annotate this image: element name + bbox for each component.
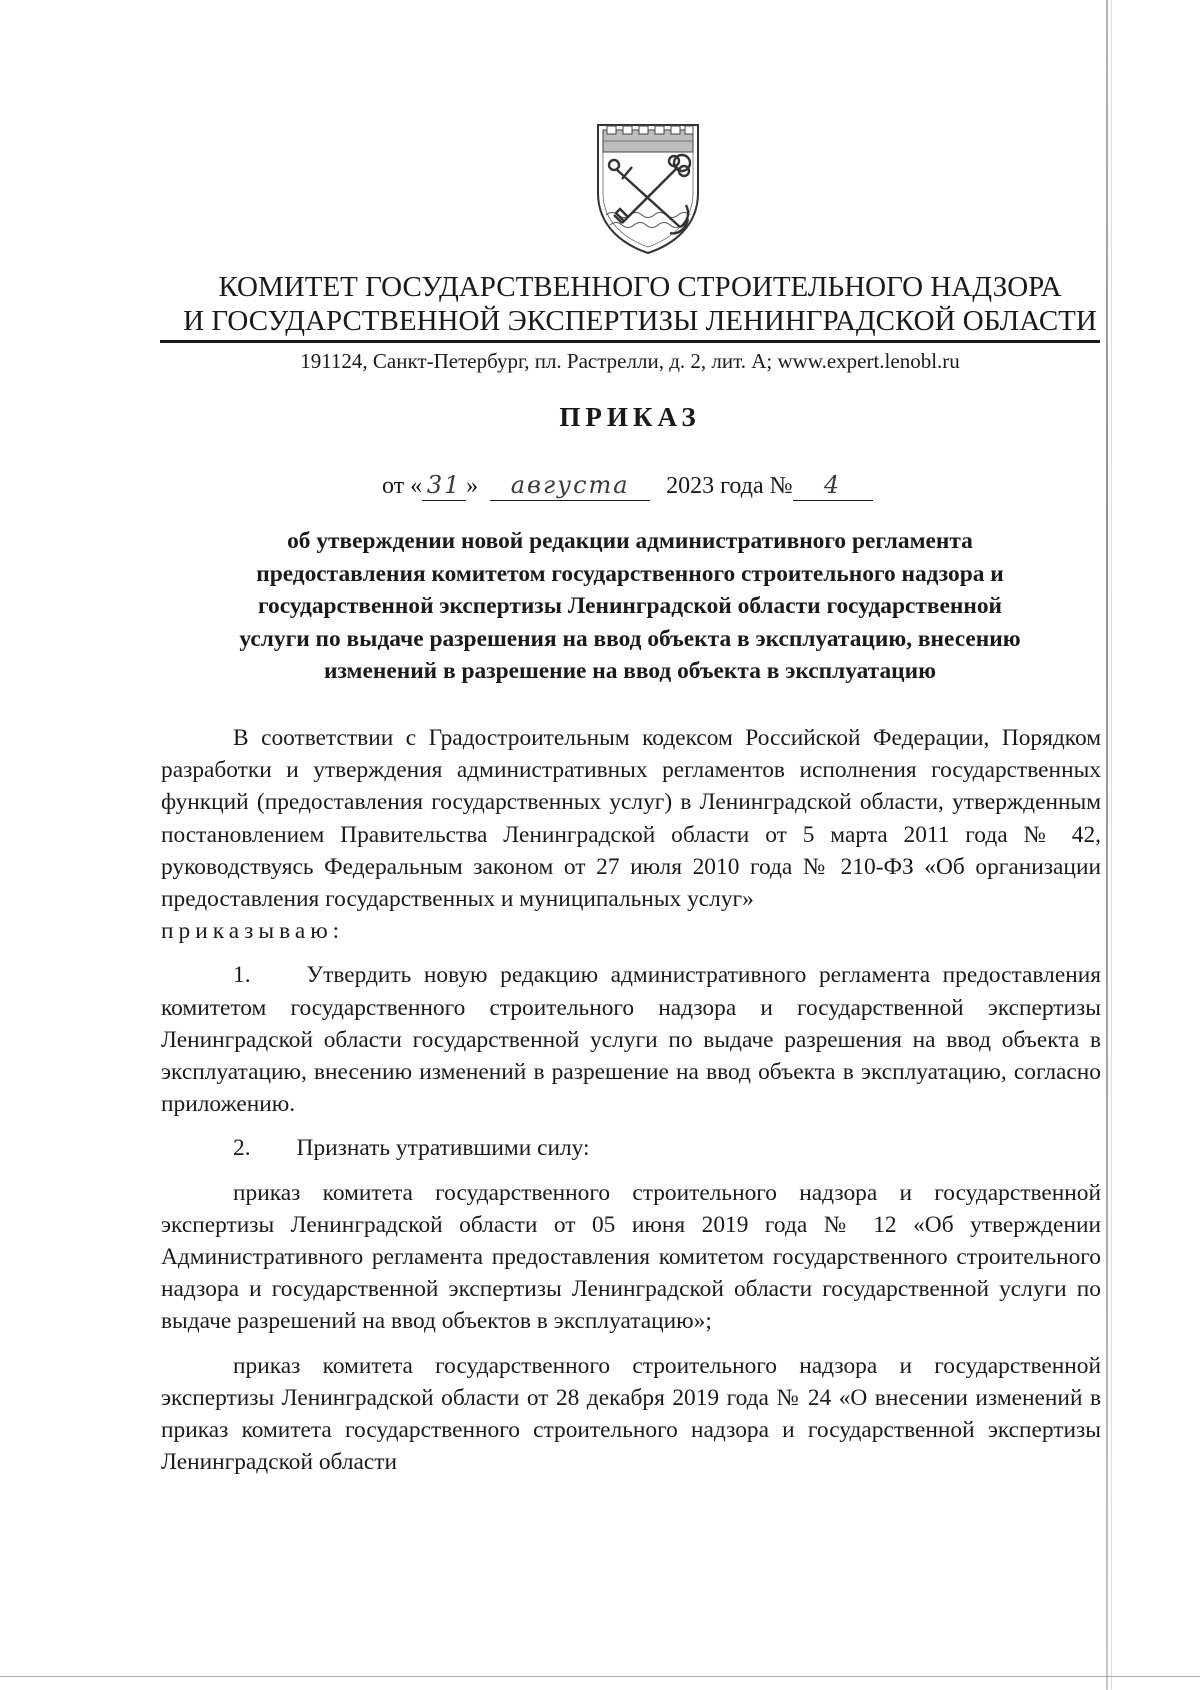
- order-item-2-number: 2.: [233, 1135, 251, 1162]
- repealed-order-2: приказ комитета государственного строительного надзора и государственной экспертизы Ленинградской области от 28 декабря 2019 года № 24 «О внесении изменений в приказ комитета государственного строительного надзора и государственной экспертизы Ленинградской области: [161, 1352, 1101, 1476]
- date-day-field: 31: [422, 470, 466, 501]
- repealed-order-1: приказ комитета государственного строительного надзора и государственной экспертизы Ленинградской области от 05 июня 2019 года № 12 «Об утверждении Административного регламента предоставления комитетом государственного строительного надзора и государственной экспертизы Ленинградской области государственной услуги по выдаче разрешений на ввод объектов в эксплуатацию»;: [161, 1179, 1101, 1335]
- scan-artifact-line: [1106, 0, 1108, 1690]
- organization-name-line-2: И ГОСУДАРСТВЕННОЙ ЭКСПЕРТИЗЫ ЛЕНИНГРАДСКОЙ ОБЛАСТИ: [183, 305, 1097, 337]
- order-item-1: [161, 959, 1101, 1120]
- order-word: приказываю:: [161, 918, 345, 945]
- date-month-field: августа: [490, 470, 650, 501]
- date-year-label: 2023 года №: [666, 473, 793, 499]
- document-type-heading: ПРИКАЗ: [559, 402, 701, 432]
- date-close-quote: »: [466, 473, 479, 499]
- order-title-line: об утверждении новой редакции административного регламента: [287, 528, 973, 554]
- order-title-line: предоставления комитетом государственного строительного надзора и: [256, 560, 1004, 587]
- order-title: [160, 525, 1100, 688]
- order-body: [161, 722, 1101, 1478]
- scan-artifact-line: [0, 1676, 1200, 1677]
- header-divider: [160, 340, 1100, 343]
- preamble-paragraph: В соответствии с Градостроительным кодексом Российской Федерации, Порядком разработки и утверждения административных регламентов исполнения государственных функций (предоставления государственных услуг) в Ленинградской области, утвержденным постановлением Правительства Ленинградской области от 5 марта 2011 года № 42, руководствуясь Федеральным законом от 27 июля 2010 года № 210-ФЗ «Об организации предоставления государственных и муниципальных услуг»: [161, 725, 1101, 913]
- order-item-2: [161, 1132, 1101, 1164]
- organization-address: 191124, Санкт-Петербург, пл. Растрелли, д. 2, лит. А; www.expert.lenobl.ru: [300, 349, 960, 373]
- date-prefix: от «: [382, 473, 423, 499]
- order-item-1-number: 1.: [233, 962, 251, 989]
- organization-name-line-1: КОМИТЕТ ГОСУДАРСТВЕННОГО СТРОИТЕЛЬНОГО НАДЗОРА: [218, 271, 1062, 303]
- order-title-line: изменений в разрешение на ввод объекта в эксплуатацию: [324, 658, 936, 684]
- order-item-1-text: Утвердить новую редакцию административного регламента предоставления комитетом государственного строительного надзора и государственной экспертизы Ленинградской области государственной услуги по выдаче разрешения на ввод объекта в эксплуатацию, внесению изменений в разрешение на ввод объекта в эксплуатацию, согласно приложению.: [161, 962, 1101, 1118]
- order-number-field: 4: [793, 470, 873, 501]
- order-item-2-text: Признать утратившими силу:: [296, 1135, 590, 1162]
- order-title-line: услуги по выдаче разрешения на ввод объекта в эксплуатацию, внесению: [239, 625, 1021, 652]
- order-date-line: [382, 466, 873, 506]
- leningrad-oblast-coat-of-arms-icon: [592, 115, 704, 255]
- order-title-line: государственной экспертизы Ленинградской области государственной: [257, 593, 1003, 619]
- scan-artifact-line: [1111, 0, 1112, 1690]
